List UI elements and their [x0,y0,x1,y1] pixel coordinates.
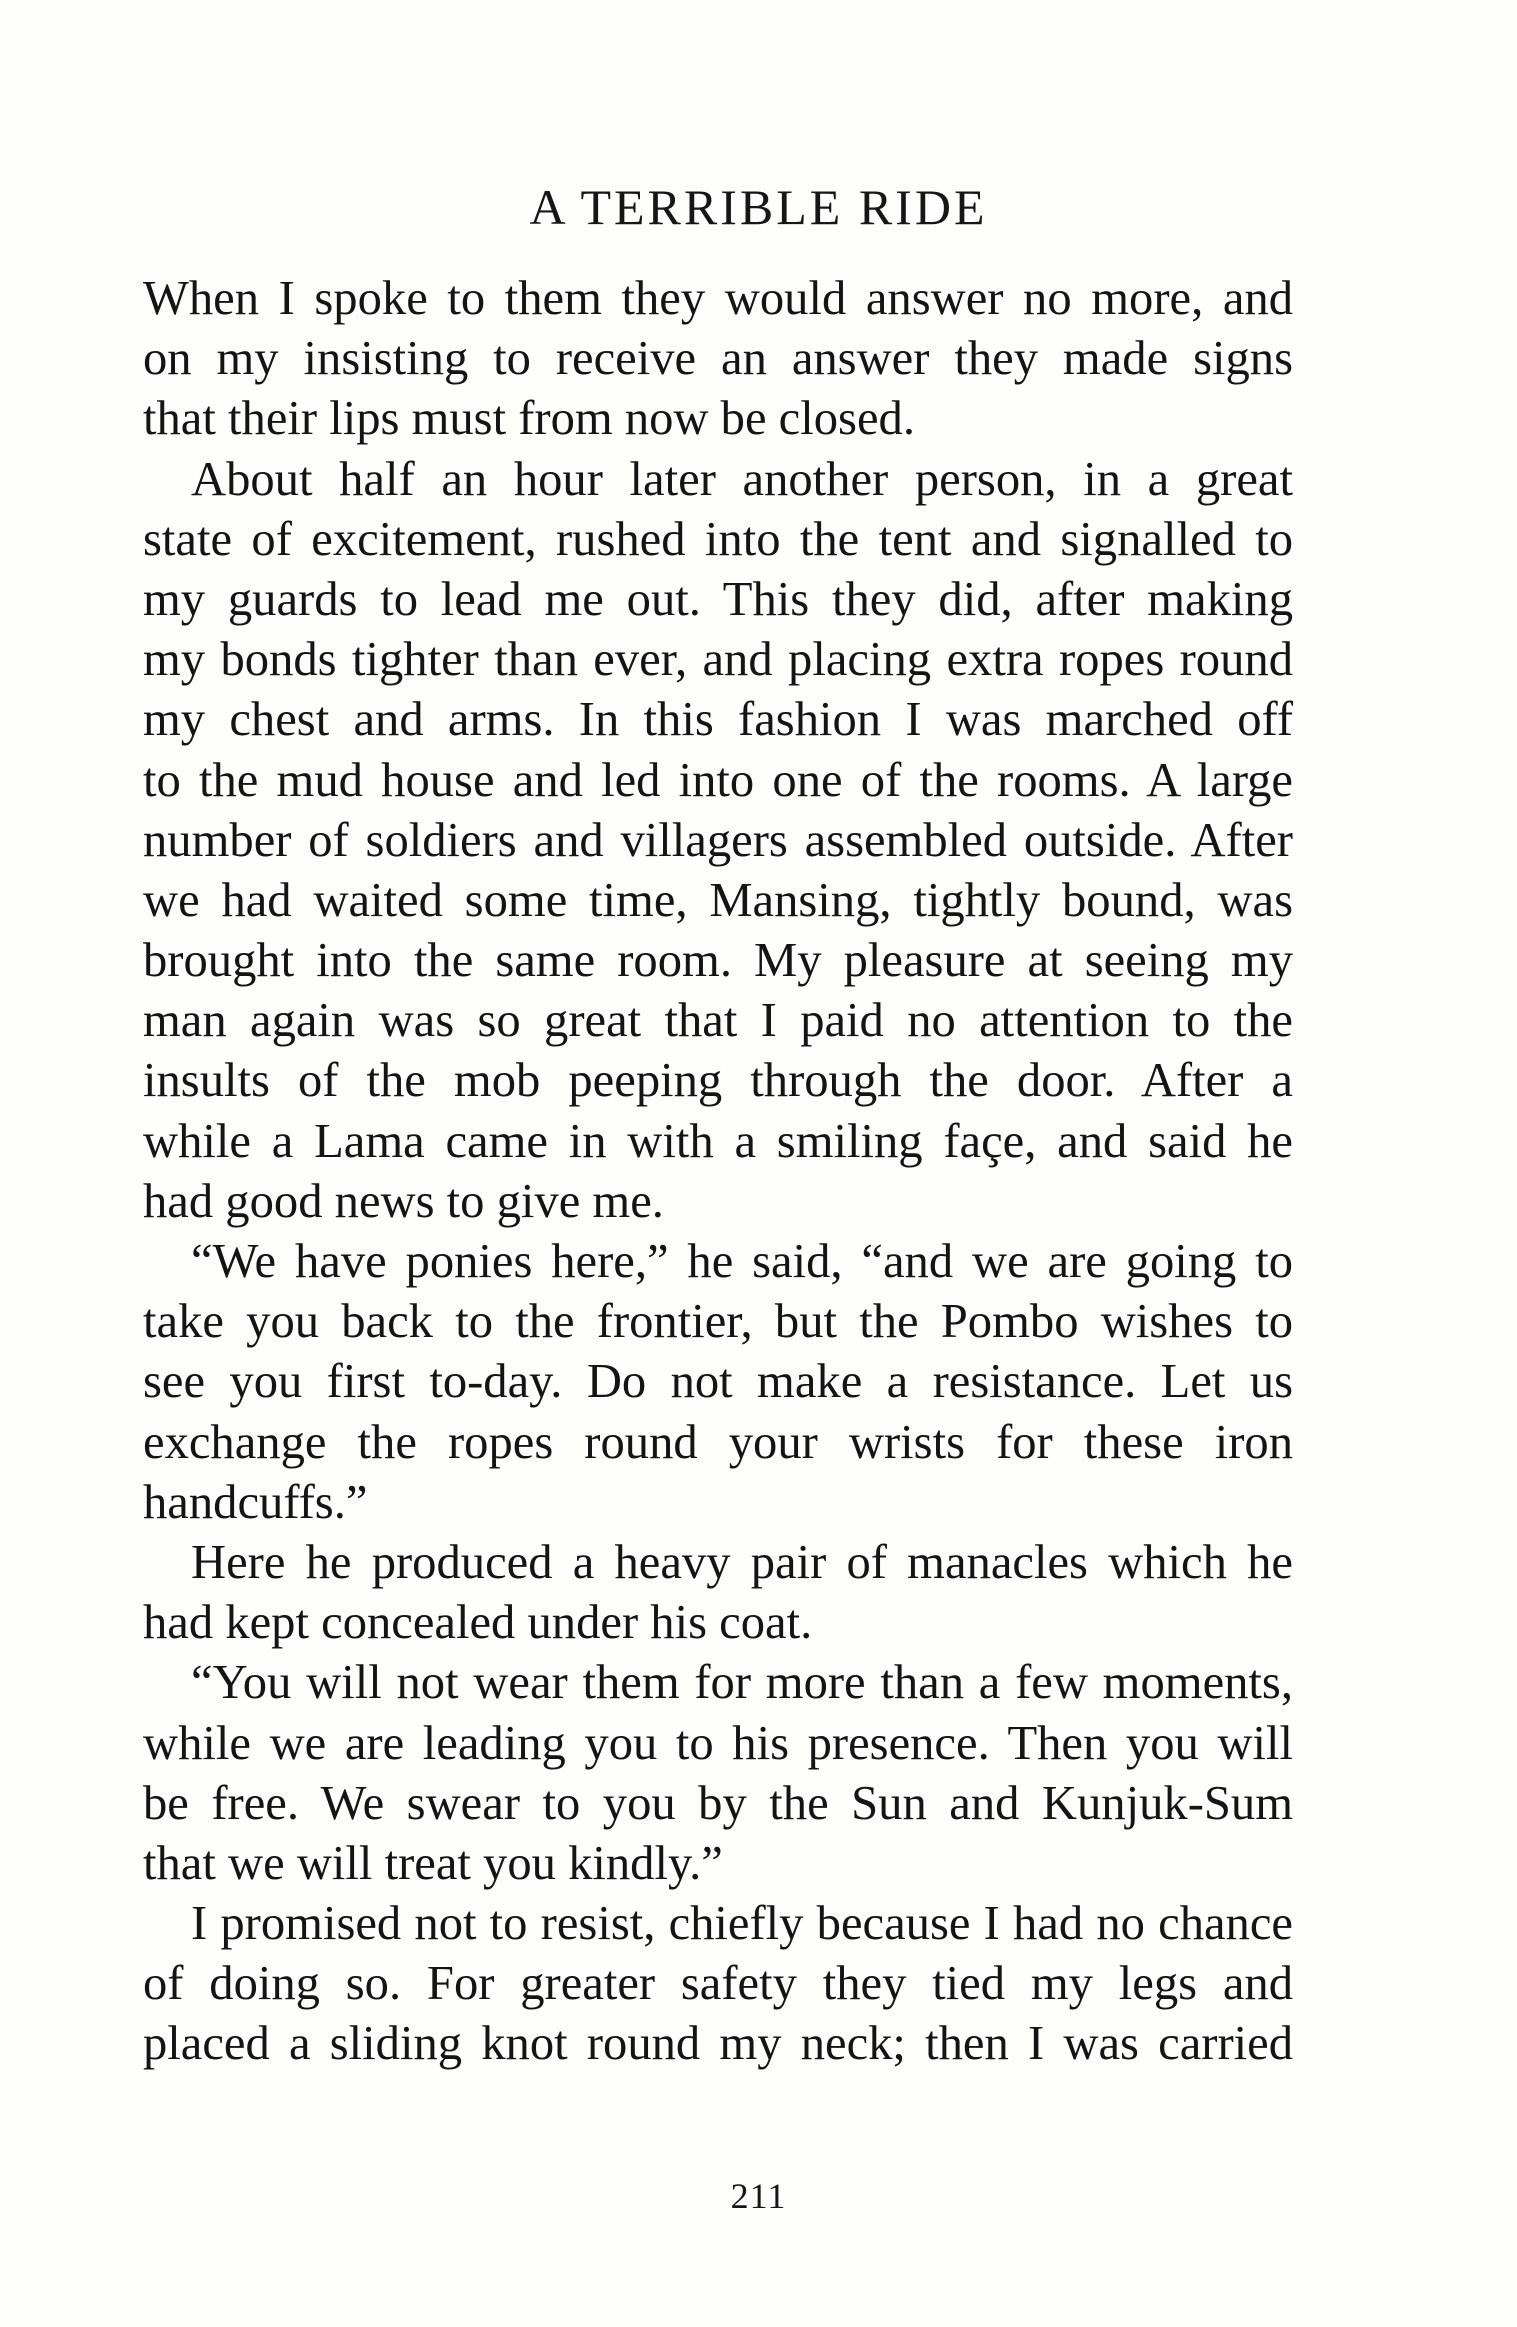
text-line: take you back to the frontier, but the Pombo wishes to [143,1294,1293,1349]
text-line: brought into the same room. My pleasure at seeing my [143,933,1293,988]
text-line: of doing so. For greater safety they tied my legs and [143,1956,1293,2011]
text-line: while we are leading you to his presence. Then you will [143,1715,1293,1770]
text-line: be free. We swear to you by the Sun and Kunjuk-Sum [143,1775,1293,1830]
text-line: placed a sliding knot round my neck; then I was carried [143,2016,1293,2071]
text-line: insults of the mob peeping through the door. After a [143,1053,1293,1108]
text-line: had kept concealed under his coat. [143,1595,813,1650]
text-line: I promised not to resist, chiefly because I had no chance [191,1896,1293,1951]
running-title: A TERRIBLE RIDE [529,179,988,235]
text-line: “We have ponies here,” he said, “and we are going to [191,1234,1293,1288]
text-line: state of excitement, rushed into the tent and signalled to [143,511,1293,566]
text-line: had good news to give me. [143,1173,664,1228]
page-number: 211 [730,2176,787,2216]
text-line: When I spoke to them they would answer no more, and [143,271,1293,325]
text-line: while a Lama came in with a smiling façe, and said he [143,1113,1293,1168]
text-line: my guards to lead me out. This they did, after making [143,571,1293,626]
text-line: handcuffs.” [143,1474,368,1529]
text-line: “You will not wear them for more than a few moments, [191,1655,1293,1710]
text-line: my chest and arms. In this fashion I was marched off [143,692,1293,747]
text-line: About half an hour later another person, in a great [191,451,1293,506]
text-line: Here he produced a heavy pair of manacles which he [191,1534,1293,1589]
text-line: number of soldiers and villagers assembled outside. After [143,812,1293,867]
text-line: on my insisting to receive an answer they made signs [143,331,1293,386]
text-line: to the mud house and led into one of the rooms. A large [143,752,1293,807]
text-line: see you first to-day. Do not make a resistance. Let us [143,1354,1293,1409]
text-line: man again was so great that I paid no attention to the [143,993,1293,1048]
text-line: that we will treat you kindly.” [143,1835,723,1890]
text-line: we had waited some time, Mansing, tightly bound, was [143,872,1293,927]
text-line: that their lips must from now be closed. [143,391,915,446]
text-line: my bonds tighter than ever, and placing extra ropes round [143,632,1293,687]
body-text [143,268,1293,2074]
text-line: exchange the ropes round your wrists for these iron [143,1414,1293,1469]
